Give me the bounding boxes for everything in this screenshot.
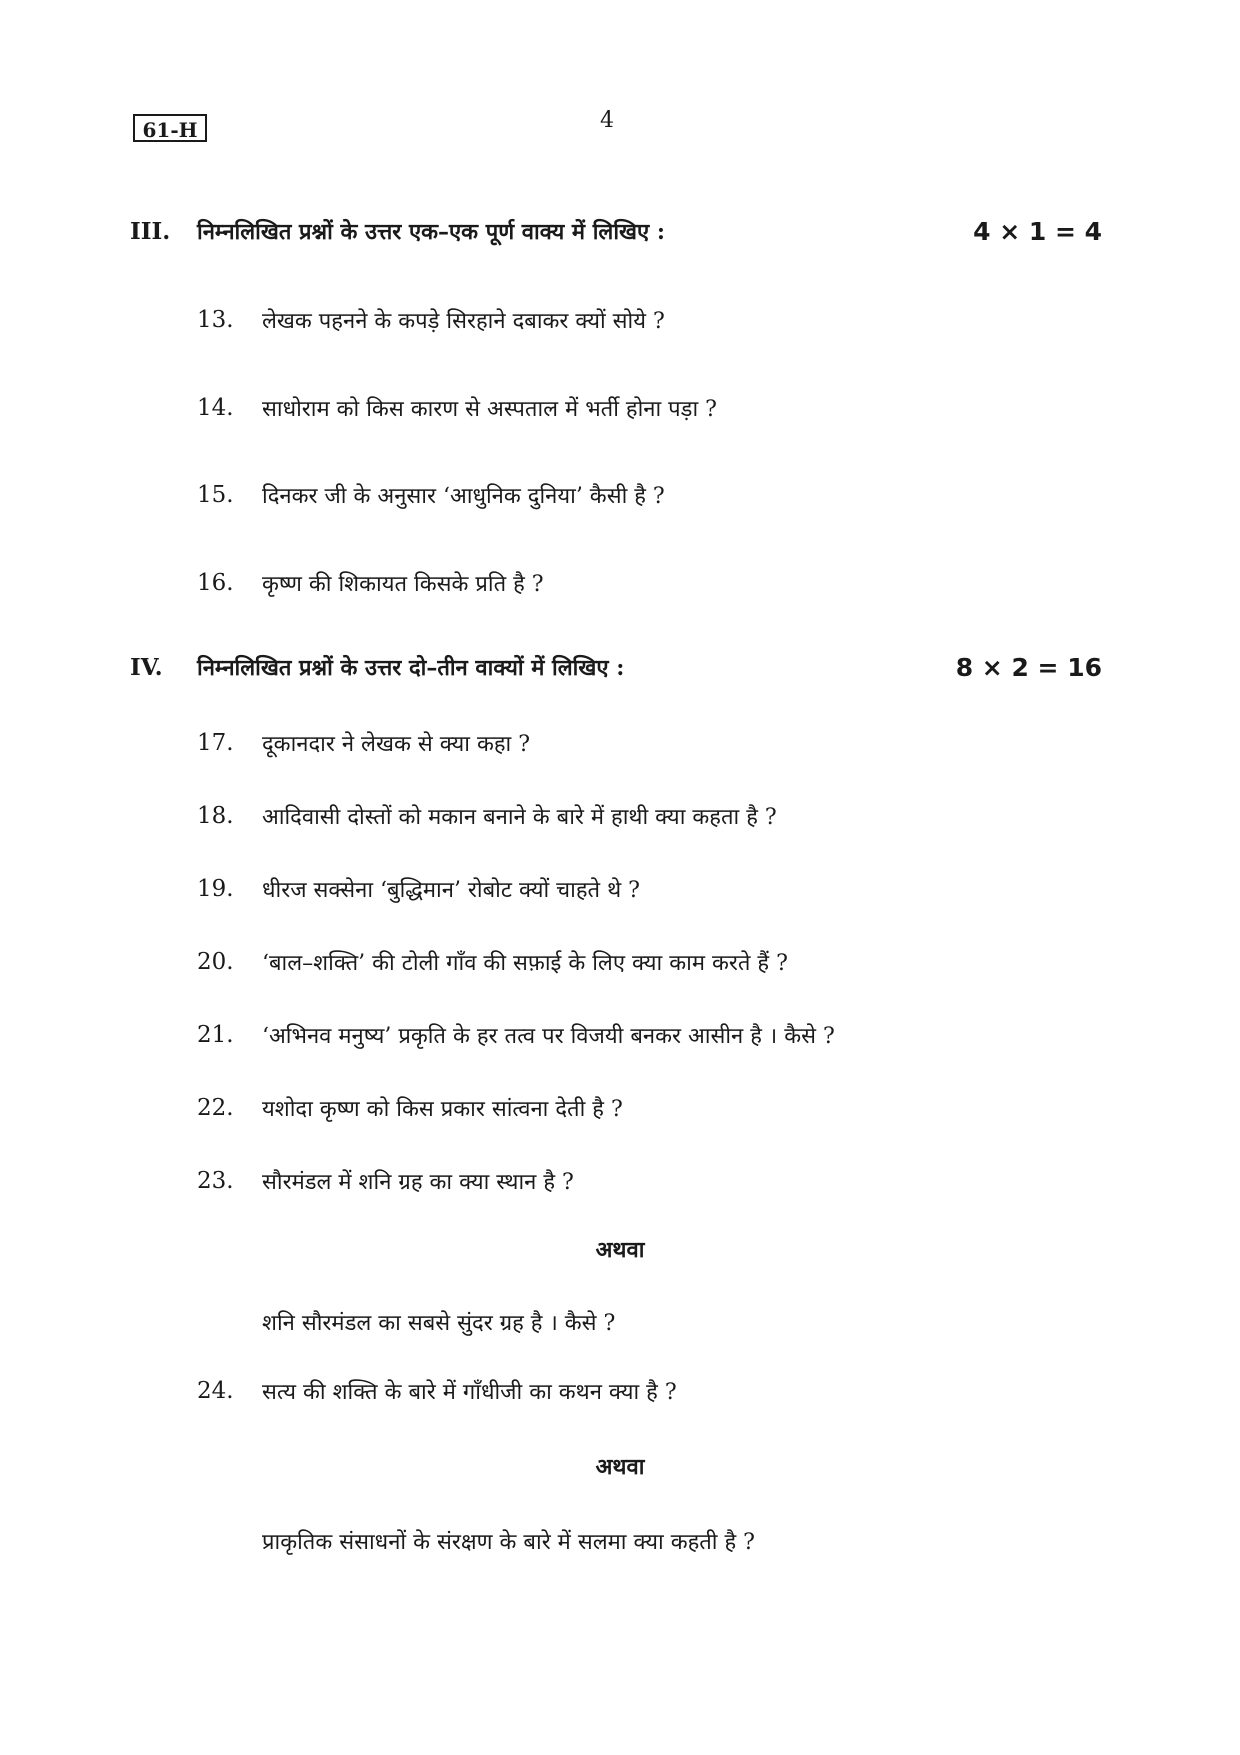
question-text: सौरमंडल में शनि ग्रह का क्या स्थान है ? [262, 1170, 574, 1195]
or-label: अथवा [595, 1454, 645, 1480]
alternative-question-text: शनि सौरमंडल का सबसे सुंदर ग्रह है । कैसे ? [262, 1311, 616, 1336]
section-number: IV. [130, 654, 163, 681]
question-number: 13. [197, 307, 234, 333]
question-text: लेखक पहनने के कपड़े सिरहाने दबाकर क्यों सोये ? [262, 309, 665, 334]
or-label: अथवा [595, 1237, 645, 1263]
question-text: साधोराम को किस कारण से अस्पताल में भर्ती होना पड़ा ? [262, 397, 717, 422]
section-number: III. [130, 218, 171, 245]
question-text: धीरज सक्सेना ‘बुद्धिमान’ रोबोट क्यों चाहते थे ? [262, 878, 640, 903]
question-number: 16. [197, 570, 234, 596]
question-number: 15. [197, 482, 234, 508]
paper-code: 61-H [142, 118, 198, 142]
question-text: दिनकर जी के अनुसार ‘आधुनिक दुनिया’ कैसी है ? [262, 484, 665, 509]
question-text: ‘बाल–शक्ति’ की टोली गाँव की सफ़ाई के लिए क्या काम करते हैं ? [262, 951, 788, 976]
paper-code-box [133, 114, 207, 142]
section-marks: 4 × 1 = 4 [973, 217, 1102, 246]
section-marks: 8 × 2 = 16 [955, 653, 1102, 682]
section-title: निम्नलिखित प्रश्नों के उत्तर एक–एक पूर्ण वाक्य में लिखिए : [197, 219, 665, 245]
page-number: 4 [600, 108, 614, 133]
question-number: 14. [197, 395, 234, 421]
question-text: कृष्ण की शिकायत किसके प्रति है ? [262, 572, 544, 597]
question-number: 21. [197, 1022, 234, 1048]
question-number: 23. [197, 1168, 234, 1194]
question-number: 18. [197, 803, 234, 829]
question-text: यशोदा कृष्ण को किस प्रकार सांत्वना देती है ? [262, 1097, 623, 1122]
question-text: दूकानदार ने लेखक से क्या कहा ? [262, 732, 531, 757]
question-text: ‘अभिनव मनुष्य’ प्रकृति के हर तत्व पर विजयी बनकर आसीन है । कैसे ? [262, 1024, 835, 1049]
question-number: 17. [197, 730, 234, 756]
question-number: 20. [197, 949, 234, 975]
question-text: सत्य की शक्ति के बारे में गाँधीजी का कथन क्या है ? [262, 1380, 677, 1405]
question-number: 24. [197, 1378, 234, 1404]
question-text: आदिवासी दोस्तों को मकान बनाने के बारे में हाथी क्या कहता है ? [262, 805, 777, 830]
alternative-question-text: प्राकृतिक संसाधनों के संरक्षण के बारे में सलमा क्या कहती है ? [262, 1530, 755, 1555]
question-number: 19. [197, 876, 234, 902]
section-title: निम्नलिखित प्रश्नों के उत्तर दो–तीन वाक्यों में लिखिए : [197, 655, 625, 681]
question-number: 22. [197, 1095, 234, 1121]
